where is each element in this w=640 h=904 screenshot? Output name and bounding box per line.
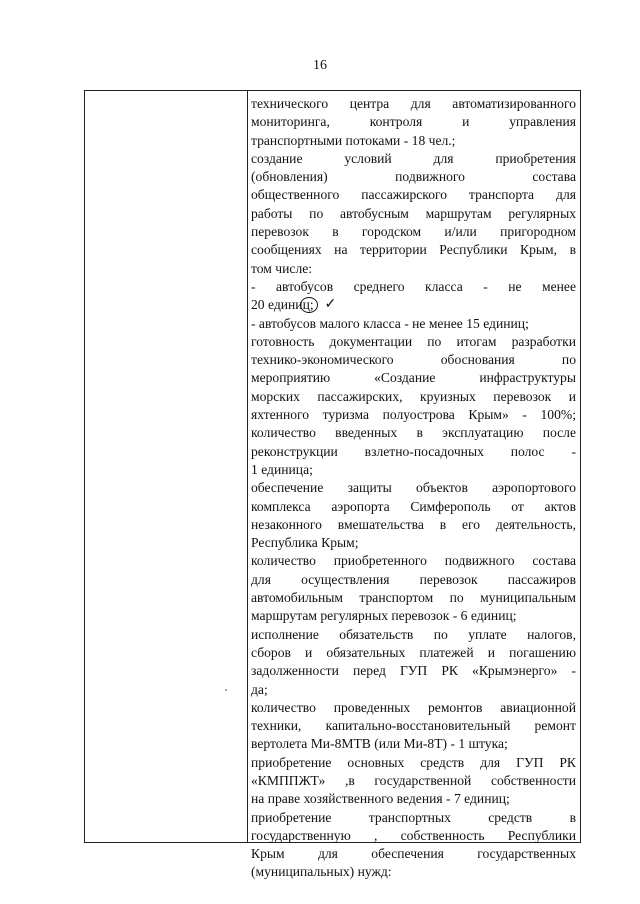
text-line: перевозок в городском и/или пригородном	[251, 224, 576, 240]
text-line: незаконного вмешательства в его деятельность,	[251, 516, 576, 532]
text-line: маршрутам регулярных перевозок - 6 единиц;	[251, 608, 517, 624]
text-line: техники, капитально-восстановительный ремонт	[251, 718, 576, 734]
text-line: вертолета Ми-8МТВ (или Ми-8Т) - 1 штука;	[251, 736, 508, 752]
text-line: том числе:	[251, 260, 313, 276]
text-line: 1 единица;	[251, 461, 313, 477]
text-line: транспортными потоками - 18 чел.;	[251, 132, 456, 148]
document-table	[84, 90, 581, 880]
text-line: реконструкции взлетно-посадочных полос -	[251, 443, 576, 459]
text-line: мониторинга, контроля и управления	[251, 114, 576, 130]
text-line: создание условий для приобретения	[251, 150, 576, 166]
table-left-column	[85, 91, 248, 842]
text-line: Крым для обеспечения государственных	[251, 846, 576, 862]
text-line: обеспечение защиты объектов аэропортового	[251, 480, 576, 496]
text-line: приобретение основных средств для ГУП РК	[251, 754, 576, 770]
text-line: да;	[251, 681, 268, 697]
text-line: «КМППЖТ» ,в государственной собственности	[251, 772, 576, 788]
text-line: автомобильным транспортом по муниципальным	[251, 590, 576, 606]
handwritten-circle-icon	[300, 297, 318, 313]
text-line-with-mark	[251, 296, 576, 314]
text-line: (муниципальных) нужд:	[251, 864, 392, 880]
text-line: исполнение обязательств по уплате налогов,	[251, 626, 576, 642]
text-line: количество введенных в эксплуатацию после	[251, 425, 576, 441]
page-number: 16	[313, 58, 327, 73]
text-line: мероприятию «Создание инфраструктуры	[251, 370, 576, 386]
handwritten-check-icon: ✓	[324, 297, 337, 313]
text-fragment: 20 единиц;	[251, 297, 314, 313]
text-line: сборов и обязательных платежей и погашению	[251, 644, 576, 660]
text-line: работы по автобусным маршрутам регулярных	[251, 205, 576, 221]
table-right-column	[248, 91, 580, 880]
text-line: - автобусов среднего класса - не менее	[251, 278, 576, 294]
text-line: (обновления) подвижного состава	[251, 169, 576, 185]
text-line: яхтенного туризма полуострова Крым» - 100%;	[251, 407, 576, 423]
text-line: комплекса аэропорта Симферополь от актов	[251, 498, 576, 514]
text-line: приобретение транспортных средств в	[251, 809, 576, 825]
text-line: технического центра для автоматизированного	[251, 96, 576, 111]
text-line: сообщениях на территории Республики Крым, в	[251, 242, 576, 258]
text-line: на праве хозяйственного ведения - 7 единиц;	[251, 791, 510, 807]
text-line: количество приобретенного подвижного состава	[251, 553, 576, 569]
text-line: готовность документации по итогам разработки	[251, 333, 576, 349]
stray-dot	[225, 689, 227, 691]
text-line: для осуществления перевозок пассажиров	[251, 571, 576, 587]
text-line: государственную , собственность Республики	[251, 827, 576, 843]
text-line: задолженности перед ГУП РК «Крымэнерго» -	[251, 663, 576, 679]
text-line: технико-экономического обоснования по	[251, 352, 576, 368]
text-line: количество проведенных ремонтов авиационной	[251, 699, 576, 715]
text-line: Республика Крым;	[251, 535, 359, 551]
text-line: морских пассажирских, круизных перевозок и	[251, 388, 576, 404]
text-line: общественного пассажирского транспорта для	[251, 187, 576, 203]
text-line: - автобусов малого класса - не менее 15 единиц;	[251, 315, 529, 331]
